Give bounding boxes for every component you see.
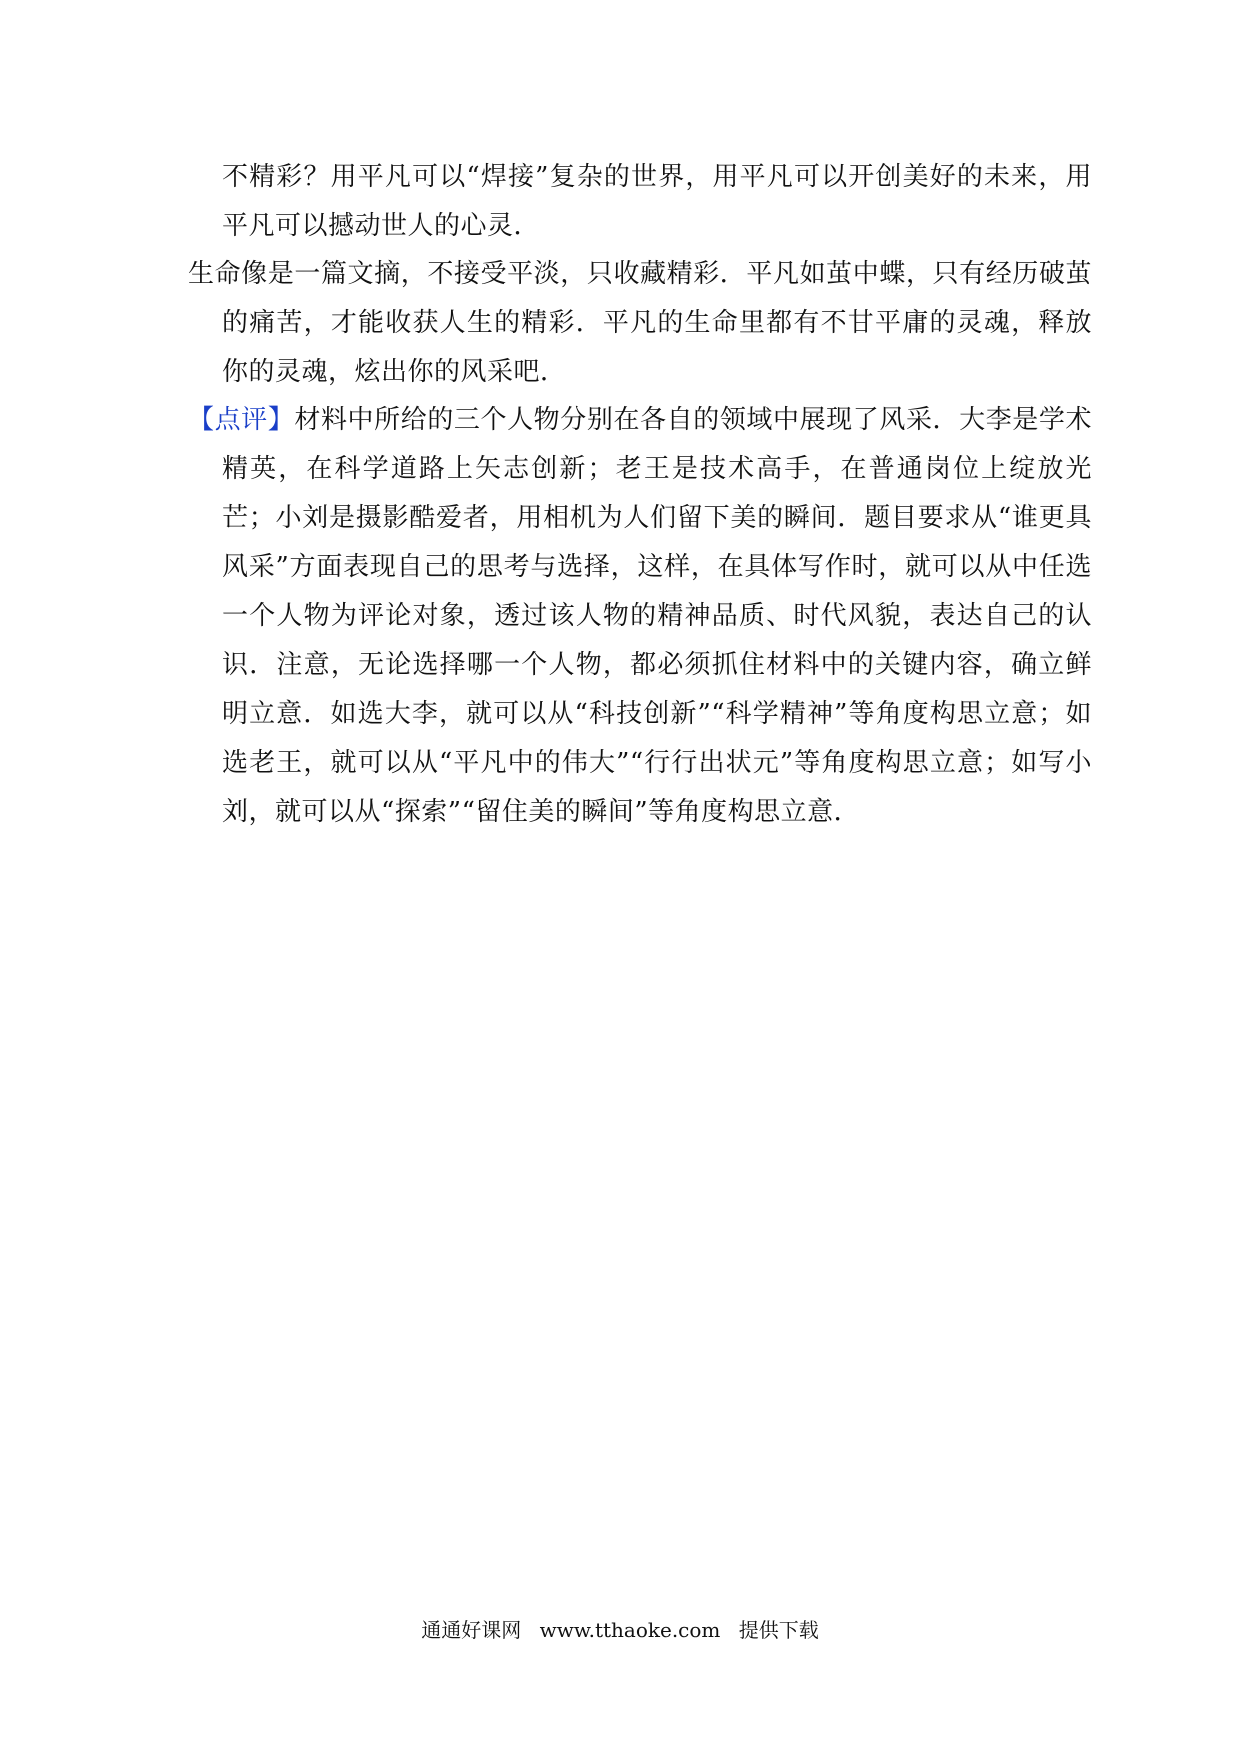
commentary-tag: 【点评】	[188, 405, 295, 435]
paragraph-text: 不精彩？用平凡可以“焊接”复杂的世界，用平凡可以开创美好的未来，用平凡可以撼动世人的心灵．	[222, 162, 1092, 241]
paragraph-life	[188, 250, 1092, 397]
paragraph-commentary	[188, 396, 1092, 837]
paragraph-text: 材料中所给的三个人物分别在各自的领域中展现了风采．大李是学术精英，在科学道路上矢志创新；老王是技术高手，在普通岗位上绽放光芒；小刘是摄影酷爱者，用相机为人们留下美的瞬间．题目要求从“谁更具风采”方面表现自己的思考与选择，这样，在具体写作时，就可以从中任选一个人物为评论对象，透过该人物的精神品质、时代风貌，表达自己的认识．注意，无论选择哪一个人物，都必须抓住材料中的关键内容，确立鲜明立意．如选大李，就可以从“科技创新”“科学精神”等角度构思立意；如选老王，就可以从“平凡中的伟大”“行行出状元”等角度构思立意；如写小刘，就可以从“探索”“留住美的瞬间”等角度构思立意．	[222, 405, 1092, 827]
paragraph-text: 生命像是一篇文摘，不接受平淡，只收藏精彩．平凡如茧中蝶，只有经历破茧的痛苦，才能收获人生的精彩．平凡的生命里都有不甘平庸的灵魂，释放你的灵魂，炫出你的风采吧．	[188, 259, 1092, 387]
footer-note: 提供下载	[738, 1618, 819, 1642]
paragraph-continuation	[188, 153, 1092, 251]
footer-site-name: 通通好课网	[421, 1618, 522, 1642]
page-footer	[0, 1616, 1240, 1644]
footer-url: www.tthaoke.com	[539, 1618, 721, 1642]
